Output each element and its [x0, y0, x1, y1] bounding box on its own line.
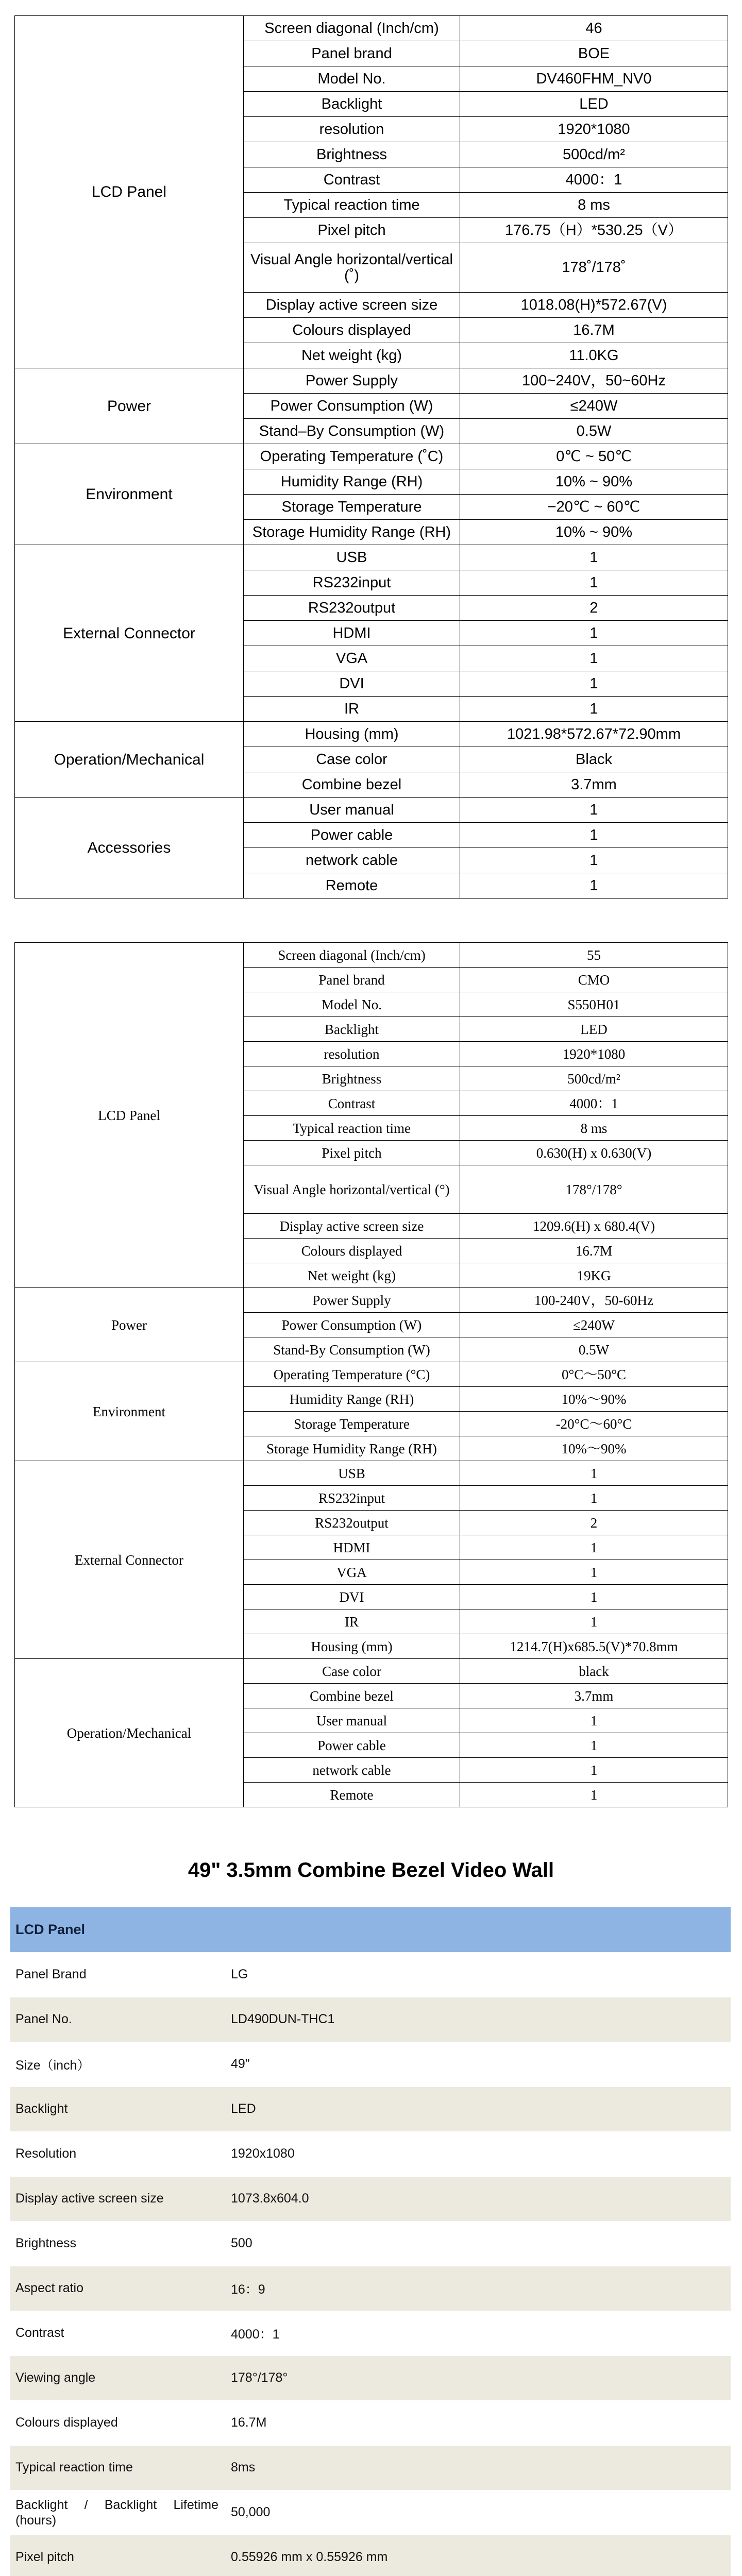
- spec-row: [10, 2221, 731, 2266]
- spec-label: Brightness: [244, 142, 460, 167]
- spec-row: [10, 2311, 731, 2355]
- spec-label: IR: [244, 1609, 460, 1634]
- spec-label: Housing (mm): [244, 1634, 460, 1659]
- spec-value: 178°/178°: [460, 1165, 728, 1214]
- spec-label: Typical reaction time: [244, 193, 460, 218]
- spec-label: USB: [244, 1461, 460, 1486]
- spec-label: Pixel pitch: [244, 218, 460, 243]
- spec-row: [10, 2445, 731, 2490]
- spec-label: Model No.: [244, 66, 460, 92]
- spec-value: 1: [460, 798, 728, 823]
- spec-label: Contrast: [244, 167, 460, 193]
- spec-value: 1: [460, 1585, 728, 1609]
- spec-value: 8ms: [226, 2445, 731, 2490]
- spec-value: 1: [460, 671, 728, 697]
- spec-label: Model No.: [244, 992, 460, 1017]
- spec-label: Remote: [244, 873, 460, 899]
- spec-label: Colours displayed: [244, 1239, 460, 1263]
- spec-value: 0.5W: [460, 1337, 728, 1362]
- spec-label: network cable: [244, 848, 460, 873]
- spec-label: Brightness: [244, 1066, 460, 1091]
- spec-value: 4000：1: [226, 2311, 731, 2355]
- spec-value: 1018.08(H)*572.67(V): [460, 293, 728, 318]
- spec-label: Case color: [244, 747, 460, 772]
- spec-value: 178˚/178˚: [460, 243, 728, 293]
- spec-label: VGA: [244, 646, 460, 671]
- spec-value: LED: [460, 92, 728, 117]
- spec-label: Screen diagonal (Inch/cm): [244, 943, 460, 968]
- spec-label: DVI: [244, 1585, 460, 1609]
- group-label: Operation/Mechanical: [15, 722, 244, 798]
- spec-label: Operating Temperature (°C): [244, 1362, 460, 1387]
- spec-row: [10, 1997, 731, 2042]
- spec-value: 1: [460, 1486, 728, 1511]
- spec-row: [10, 2400, 731, 2445]
- spec-label: Visual Angle horizontal/vertical (°): [244, 1165, 460, 1214]
- spec-value: 0.5W: [460, 419, 728, 444]
- spec-label: Pixel pitch: [10, 2535, 226, 2576]
- group-label: Power: [15, 1288, 244, 1362]
- spec-label: VGA: [244, 1560, 460, 1585]
- spec-value: 8 ms: [460, 1116, 728, 1141]
- group-label: Operation/Mechanical: [15, 1659, 244, 1807]
- spec-label: Screen diagonal (Inch/cm): [244, 16, 460, 41]
- spec-value: 178°/178°: [226, 2355, 731, 2400]
- spec-row: [10, 2087, 731, 2131]
- spec-value: -20°C～60°C: [460, 1412, 728, 1436]
- spec-value: 500: [226, 2221, 731, 2266]
- spec-label: Humidity Range (RH): [244, 1387, 460, 1412]
- spec-value: LED: [460, 1017, 728, 1042]
- spec-value: 1920x1080: [226, 2131, 731, 2176]
- spec-label: Case color: [244, 1659, 460, 1684]
- spec-value: 46: [460, 16, 728, 41]
- spec-label: RS232input: [244, 1486, 460, 1511]
- spec-value: black: [460, 1659, 728, 1684]
- spec-row: [10, 2266, 731, 2311]
- spec-label: resolution: [244, 1042, 460, 1066]
- spec-value: 10% ~ 90%: [460, 469, 728, 495]
- spec-label: DVI: [244, 671, 460, 697]
- spec-label: Remote: [244, 1783, 460, 1807]
- spec-label: User manual: [244, 798, 460, 823]
- spec-value: LED: [226, 2087, 731, 2131]
- spec-label: Backlight: [10, 2087, 226, 2131]
- spec-value: ≤240W: [460, 1313, 728, 1337]
- spec-value: 16.7M: [226, 2400, 731, 2445]
- spec-row: [10, 2042, 731, 2087]
- spec-label: Pixel pitch: [244, 1141, 460, 1165]
- spec-value: ≤240W: [460, 394, 728, 419]
- spec-value: 1: [460, 873, 728, 899]
- spec-value: 10%～90%: [460, 1436, 728, 1461]
- spec-value: 1: [460, 1708, 728, 1733]
- spec-label: Colours displayed: [244, 318, 460, 343]
- spec-row: [15, 1659, 728, 1684]
- spec-value: 16.7M: [460, 318, 728, 343]
- spec-row: [10, 2176, 731, 2221]
- spec-label: Aspect ratio: [10, 2266, 226, 2311]
- section-title: 49" 3.5mm Combine Bezel Video Wall: [188, 1859, 554, 1882]
- spec-value: 0°C～50°C: [460, 1362, 728, 1387]
- spec-label: Storage Humidity Range (RH): [244, 520, 460, 545]
- spec-value: LG: [226, 1952, 731, 1997]
- spec-table-46in: [14, 15, 728, 899]
- spec-value: 0.55926 mm x 0.55926 mm: [226, 2535, 731, 2576]
- spec-value: 1: [460, 1560, 728, 1585]
- group-label: Power: [15, 368, 244, 444]
- spec-label: Power Supply: [244, 1288, 460, 1313]
- spec-row: [10, 2131, 731, 2176]
- spec-value: 10% ~ 90%: [460, 520, 728, 545]
- spec-table-55in: [14, 942, 728, 1807]
- spec-label: Storage Temperature: [244, 1412, 460, 1436]
- spec-value: 3.7mm: [460, 1684, 728, 1708]
- spec-row: [15, 545, 728, 570]
- spec-label: Storage Humidity Range (RH): [244, 1436, 460, 1461]
- spec-label: Colours displayed: [10, 2400, 226, 2445]
- spec-label: Display active screen size: [244, 1214, 460, 1239]
- spec-value: CMO: [460, 968, 728, 992]
- spec-row: [15, 722, 728, 747]
- spec-value: Black: [460, 747, 728, 772]
- spec-value: 4000：1: [460, 167, 728, 193]
- spec-value: 55: [460, 943, 728, 968]
- group-label: Accessories: [15, 798, 244, 899]
- spec-value: 1: [460, 848, 728, 873]
- spec-row: [15, 798, 728, 823]
- spec-label: RS232output: [244, 596, 460, 621]
- spec-label: Size（inch）: [10, 2042, 226, 2087]
- spec-value: S550H01: [460, 992, 728, 1017]
- spec-row: [15, 943, 728, 968]
- spec-value: 1920*1080: [460, 117, 728, 142]
- spec-label: Housing (mm): [244, 722, 460, 747]
- spec-value: 0.630(H) x 0.630(V): [460, 1141, 728, 1165]
- group-label: LCD Panel: [15, 943, 244, 1288]
- spec-label: Panel brand: [244, 968, 460, 992]
- spec-label: HDMI: [244, 1535, 460, 1560]
- spec-label: Operating Temperature (˚C): [244, 444, 460, 469]
- spec-label: Visual Angle horizontal/vertical (˚): [244, 243, 460, 293]
- spec-label: Power cable: [244, 823, 460, 848]
- spec-row: [15, 1362, 728, 1387]
- spec-row: [10, 2355, 731, 2400]
- spec-value: 1: [460, 545, 728, 570]
- spec-value: 1: [460, 1758, 728, 1783]
- spec-row: [10, 2490, 731, 2535]
- spec-label: Power Supply: [244, 368, 460, 394]
- spec-table-49in: [10, 1907, 731, 2576]
- spec-row: [15, 1288, 728, 1313]
- spec-label: Power Consumption (W): [244, 1313, 460, 1337]
- spec-label: Typical reaction time: [10, 2445, 226, 2490]
- spec-label: USB: [244, 545, 460, 570]
- spec-value: −20℃ ~ 60℃: [460, 495, 728, 520]
- spec-row: [15, 1461, 728, 1486]
- spec-value: 16.7M: [460, 1239, 728, 1263]
- spec-value: 1: [460, 1733, 728, 1758]
- spec-label: HDMI: [244, 621, 460, 646]
- spec-value: 1073.8x604.0: [226, 2176, 731, 2221]
- spec-row: [15, 368, 728, 394]
- spec-value: 1021.98*572.67*72.90mm: [460, 722, 728, 747]
- spec-label: Combine bezel: [244, 772, 460, 798]
- spec-label: Humidity Range (RH): [244, 469, 460, 495]
- spec-label: Contrast: [244, 1091, 460, 1116]
- spec-value: 1: [460, 697, 728, 722]
- spec-label: Net weight (kg): [244, 343, 460, 368]
- spec-value: DV460FHM_NV0: [460, 66, 728, 92]
- spec-value: BOE: [460, 41, 728, 66]
- spec-label: User manual: [244, 1708, 460, 1733]
- spec-value: 2: [460, 596, 728, 621]
- spec-label: Stand-By Consumption (W): [244, 1337, 460, 1362]
- spec-value: 1: [460, 1461, 728, 1486]
- spec-value: 16：9: [226, 2266, 731, 2311]
- spec-label: Power cable: [244, 1733, 460, 1758]
- spec-value: 8 ms: [460, 193, 728, 218]
- spec-label: Backlight: [244, 1017, 460, 1042]
- spec-label: RS232output: [244, 1511, 460, 1535]
- spec-value: 11.0KG: [460, 343, 728, 368]
- spec-value: 50,000: [226, 2490, 731, 2535]
- spec-value: 10%～90%: [460, 1387, 728, 1412]
- group-label: LCD Panel: [15, 16, 244, 368]
- spec-row: [10, 1952, 731, 1997]
- spec-value: 0℃ ~ 50℃: [460, 444, 728, 469]
- group-label: Environment: [15, 1362, 244, 1461]
- spec-label: Backlight / Backlight Lifetime (hours): [10, 2490, 226, 2535]
- spec-label: Viewing angle: [10, 2355, 226, 2400]
- spec-value: 1: [460, 823, 728, 848]
- spec-label: Display active screen size: [10, 2176, 226, 2221]
- spec-row: [15, 444, 728, 469]
- spec-value: 49": [226, 2042, 731, 2087]
- group-label: External Connector: [15, 1461, 244, 1659]
- spec-label: resolution: [244, 117, 460, 142]
- spec-label: Stand–By Consumption (W): [244, 419, 460, 444]
- spec-value: 1214.7(H)x685.5(V)*70.8mm: [460, 1634, 728, 1659]
- spec-value: 500cd/m²: [460, 142, 728, 167]
- spec-value: 1920*1080: [460, 1042, 728, 1066]
- spec-label: Power Consumption (W): [244, 394, 460, 419]
- spec-label: Contrast: [10, 2311, 226, 2355]
- spec-value: 500cd/m²: [460, 1066, 728, 1091]
- group-label: External Connector: [15, 545, 244, 722]
- spec-label: Combine bezel: [244, 1684, 460, 1708]
- spec-label: Backlight: [244, 92, 460, 117]
- spec-value: 1: [460, 1783, 728, 1807]
- spec-value: 1: [460, 646, 728, 671]
- section-header: LCD Panel: [10, 1907, 731, 1952]
- spec-value: 4000：1: [460, 1091, 728, 1116]
- spec-label: Panel brand: [244, 41, 460, 66]
- spec-value: 1: [460, 570, 728, 596]
- spec-value: LD490DUN-THC1: [226, 1997, 731, 2042]
- spec-label: RS232input: [244, 570, 460, 596]
- spec-row: [15, 16, 728, 41]
- spec-label: IR: [244, 697, 460, 722]
- spec-label: Typical reaction time: [244, 1116, 460, 1141]
- spec-value: 19KG: [460, 1263, 728, 1288]
- spec-label: Display active screen size: [244, 293, 460, 318]
- spec-value: 2: [460, 1511, 728, 1535]
- spec-value: 1: [460, 1535, 728, 1560]
- group-label: Environment: [15, 444, 244, 545]
- spec-row: [10, 2535, 731, 2576]
- spec-label: network cable: [244, 1758, 460, 1783]
- spec-value: 1: [460, 1609, 728, 1634]
- spec-value: 176.75（H）*530.25（V）: [460, 218, 728, 243]
- spec-value: 1: [460, 621, 728, 646]
- spec-label: Panel Brand: [10, 1952, 226, 1997]
- spec-label: Storage Temperature: [244, 495, 460, 520]
- spec-value: 100-240V，50-60Hz: [460, 1288, 728, 1313]
- spec-label: Resolution: [10, 2131, 226, 2176]
- spec-value: 3.7mm: [460, 772, 728, 798]
- section-header-row: [10, 1907, 731, 1952]
- spec-label: Panel No.: [10, 1997, 226, 2042]
- spec-label: Net weight (kg): [244, 1263, 460, 1288]
- spec-value: 1209.6(H) x 680.4(V): [460, 1214, 728, 1239]
- spec-value: 100~240V，50~60Hz: [460, 368, 728, 394]
- spec-label: Brightness: [10, 2221, 226, 2266]
